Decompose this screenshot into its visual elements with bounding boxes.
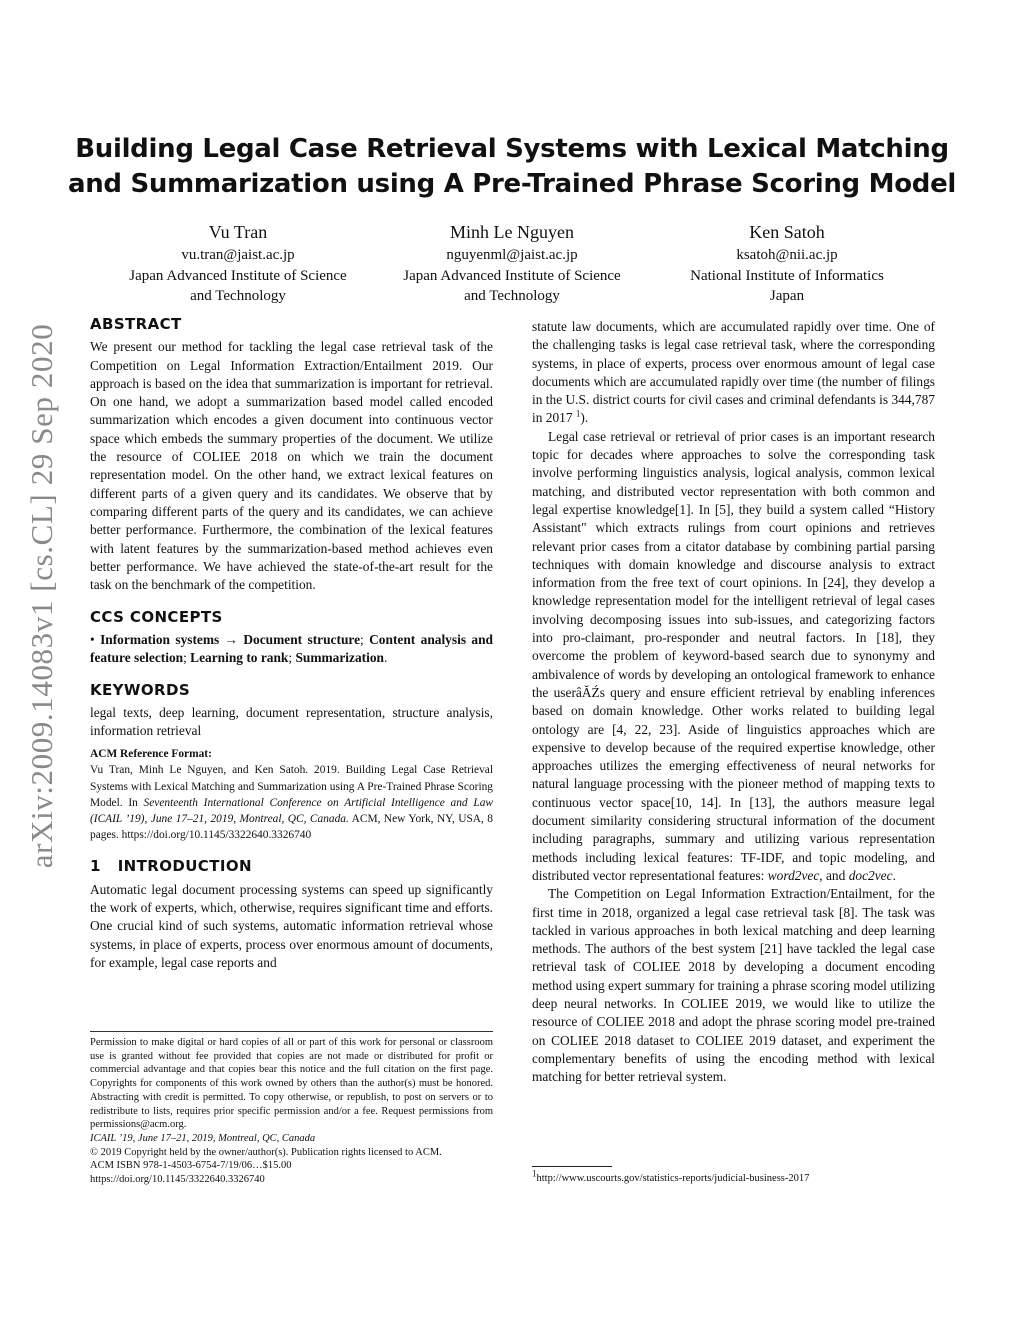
introduction-paragraph: Automatic legal document processing systems can speed up significantly the work of experts, which, otherwise, requires significant time and efforts. One crucial kind of such systems, automatic information retrieval whose systems, in place of experts, process over enormous amount of documents, for example, legal case reports and xyxy=(90,881,493,970)
isbn-text: ACM ISBN 978-1-4503-6754-7/19/06…$15.00 xyxy=(90,1160,292,1172)
ccs-concept: Learning to rank xyxy=(190,650,289,666)
author-affiliation: Japan Advanced Institute of Science xyxy=(403,267,621,284)
acm-reference-text xyxy=(90,762,493,843)
intro-text: ). xyxy=(580,410,589,426)
author-affiliation: and Technology xyxy=(464,288,560,304)
author-email[interactable]: vu.tran@jaist.ac.jp xyxy=(181,247,295,263)
abstract-text: We present our method for tackling the legal case retrieval task of the Competition on Legal Information Extraction/Entailment 2019. Our approach is based on the idea that summarization is important for retrieval. On one hand, we adopt a summarization based model called encoded summarization which encodes a given document into continuous vector space which embeds the summary properties of the document. We utilize the resource of COLIEE 2018 on which we train the document representation model. On the other hand, we extract lexical features on different parts of a given query and its candidates. We observe that by comparing different parts of the query and its candidates, we can achieve better performance. Furthermore, the combination of the lexical features with latent features by the summarization-based method achieves even better performance. We have achieved the state-of-the-art result for the task on the benchmark of the competition. xyxy=(90,339,493,593)
ccs-concepts xyxy=(90,631,493,668)
intro-text: . xyxy=(892,867,896,883)
doi-link[interactable]: https://doi.org/10.1145/3322640.3326740 xyxy=(90,1174,265,1186)
introduction-paragraph: The Competition on Legal Information Extraction/Entailment, for the first time in 2018, organized a legal case retrieval task [8]. The task was tackled in various approaches in both lexical matching and deep learning methods. The authors of the best system [21] have tackled the legal case retrieval task of COLIEE 2018 by developing a document encoding method using expert summary for training a phrase scoring model utilizing deep neural networks. In COLIEE 2019, we would like to utilize the resource of COLIEE 2018 and adopt the phrase scoring model pre-trained on COLIEE 2018 dataset to COLIEE 2019 dataset, and experiment the complementary benefits of using the encoding method with lexical matching for better retrieval system. xyxy=(532,886,935,1085)
acm-reference-heading: ACM Reference Format: xyxy=(90,748,212,761)
paper-title: Building Legal Case Retrieval Systems with Lexical Matching and Summarization using A Pre-Trained Phrase Scoring Model xyxy=(67,134,957,199)
ccs-separator: ; xyxy=(183,650,191,666)
permission-block xyxy=(90,1036,493,1187)
introduction-paragraph-continued xyxy=(532,318,935,428)
introduction-heading: 1 INTRODUCTION xyxy=(90,857,252,876)
footnote-marker: 1 xyxy=(575,409,581,420)
footnote-rule xyxy=(532,1166,612,1167)
footnote-number: 1 xyxy=(532,1168,537,1179)
author-block xyxy=(637,220,937,307)
author-block xyxy=(88,220,388,307)
copyright-text: © 2019 Copyright held by the owner/author(s). Publication rights licensed to ACM. xyxy=(90,1146,442,1158)
author-name: Minh Le Nguyen xyxy=(450,222,574,242)
footnote xyxy=(532,1168,810,1186)
acm-reference-venue: Seventeenth International Conference on Artificial Intelligence and Law (ICAIL ’19), June 17–21, 2019, Montreal, QC, Canada. xyxy=(90,796,493,826)
ccs-concept: Content analysis and feature selection xyxy=(90,631,493,666)
ccs-bullet: • xyxy=(90,631,101,647)
abstract-heading: ABSTRACT xyxy=(90,315,182,333)
ccs-separator: ; xyxy=(288,650,296,666)
permission-text: Permission to make digital or hard copies of all or part of this work for personal or classroom use is granted without fee provided that copies are not made or distributed for profit or commercial advantage and that copies bear this notice and the full citation on the first page. Copyrights for components of this work owned by others than the author(s) must be honored. Abstracting with credit is permitted. To copy otherwise, or republish, to post on servers or to redistribute to lists, requires prior specific permission and/or a fee. Request permissions from permissions@acm.org. xyxy=(90,1037,493,1131)
ccs-heading: CCS CONCEPTS xyxy=(90,608,223,627)
intro-text: Legal case retrieval or retrieval of prior cases is an important research topic for decades where approaches to solve the corresponding task involve performing linguistics analysis, logical analysis, common lexical matching, and distributed vector representation with both common and legal expertise knowledge[1]. In [5], they build a system called “History Assistant" which extracts rulings from court opinions and retrieves relevant prior cases from a citator database by combining partial parsing techniques with domain knowledge and discourse analysis to extract information from the free text of court opinions. In [24], they develop a knowledge representation model for the intelligent retrieval of legal cases involving decomposing issues into sub-issues, and categorizing factors into pro-claimant, pro-responder and neutral factors. In [18], they overcome the problem of keyword-based search due to synonymy and ambivalence of words by developing an ontological framework to enhance the userâĂŹs query and ensure efficient retrieval by enabling inferences based on domain knowledge. Other works related to building legal ontology are [4, 22, 23]. Aside of linguistics approaches which are expensive to develop because of the required expertise knowledge, other approaches utilizes the emerging effectiveness of neural networks for natural language processing with the pioneer method of mapping texts to continuous vector space[10, 14]. In [13], the authors measure legal document similarity considering structural information of the document including paragraphs, summary and utilizing various representation methods including lexical features: TF-IDF, and topic modeling, and distributed vector representational features: xyxy=(532,428,935,883)
term-word2vec: word2vec xyxy=(767,867,820,883)
author-block xyxy=(362,220,662,307)
right-column xyxy=(532,318,935,1086)
author-affiliation: and Technology xyxy=(190,288,286,304)
author-affiliation: Japan Advanced Institute of Science xyxy=(129,267,347,284)
footnote-url[interactable]: http://www.uscourts.gov/statistics-reports/judicial-business-2017 xyxy=(536,1173,810,1184)
ccs-end: . xyxy=(384,650,388,666)
conference-info: ICAIL ’19, June 17–21, 2019, Montreal, QC, Canada xyxy=(90,1132,316,1144)
author-affiliation: Japan xyxy=(769,288,805,304)
acm-reference-pre: Vu Tran, Minh Le Nguyen, and Ken Satoh. 2019. Building Legal Case Retrieval Systems with Lexical Matching and Summarization using A Pre-Trained Phrase Scoring Model. In xyxy=(90,764,493,809)
introduction-paragraph xyxy=(532,428,935,885)
permission-rule xyxy=(90,1031,493,1032)
acm-reference xyxy=(90,746,493,843)
author-email[interactable]: nguyenml@jaist.ac.jp xyxy=(446,247,578,263)
keywords-heading: KEYWORDS xyxy=(90,681,191,700)
ccs-concept: Information systems → Document structure xyxy=(100,631,361,647)
term-doc2vec: doc2vec xyxy=(848,867,893,883)
intro-text: , and xyxy=(819,867,849,883)
ccs-concept: Summarization xyxy=(295,650,384,666)
keywords-text: legal texts, deep learning, document representation, structure analysis, information retrieval xyxy=(90,704,493,738)
author-name: Ken Satoh xyxy=(749,222,825,242)
author-name: Vu Tran xyxy=(208,222,268,242)
acm-reference-post: ACM, New York, NY, USA, 8 pages. https://doi.org/10.1145/3322640.3326740 xyxy=(90,813,493,842)
ccs-separator: ; xyxy=(360,631,370,647)
left-column xyxy=(90,315,493,972)
arxiv-identifier: arXiv:2009.14083v1 [cs.CL] 29 Sep 2020 xyxy=(24,323,59,869)
intro-text: statute law documents, which are accumulated rapidly over time. One of the challenging tasks is legal case retrieval task, where the corresponding systems, in place of experts, process over enormous amount of legal case documents which are accumulated rapidly over time (the number of filings in the U.S. district courts for civil cases and criminal defendants is 344,787 in 2017 xyxy=(532,319,935,426)
author-affiliation: National Institute of Informatics xyxy=(690,267,884,284)
author-email[interactable]: ksatoh@nii.ac.jp xyxy=(736,247,838,263)
